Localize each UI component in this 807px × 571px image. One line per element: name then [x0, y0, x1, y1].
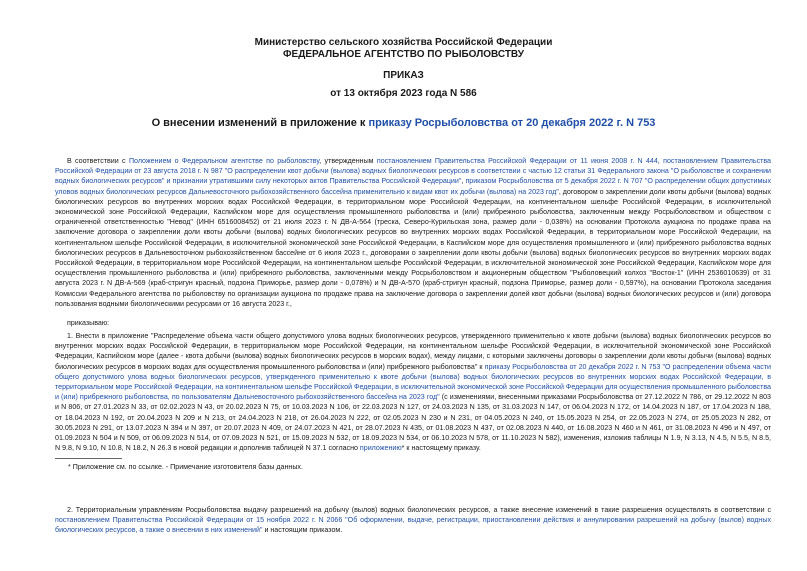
preamble-link-decree-987[interactable]: постановлением Правительства Российской Федерации от 23 августа 2018 г. N 987 "О распределении квот добычи (вылова) водных биологических ресурсов в соответствии с частью 12 статьи 31 Федерального закона "О рыболовстве и сохранении водных биологических ресурсов" и признании утратившими силу некоторых актов Правительства Российской Федерации" [55, 157, 772, 186]
agency-name: ФЕДЕРАЛЬНОЕ АГЕНТСТВО ПО РЫБОЛОВСТВУ [283, 49, 524, 60]
title-prefix: О внесении изменений в приложение к [151, 117, 369, 129]
document-date: от 13 октября 2023 года N 586 [330, 88, 477, 99]
preamble-link-regulation[interactable]: Положением о Федеральном агентстве по рыболовству [128, 157, 320, 165]
item-1-link-order-753[interactable]: приказу Росрыболовства от 20 декабря 2022 г. N 753 "О распределении объема части общего допустимого улова водных биологических ресурсов, утвержденного применительно к квоте добычи (вылова) водных биологических ресурсов во внутренних морских водах Российской Федерации, в территориальном море Российской Федерации, на континентальном шельфе Российской Федерации, в исключительной экономической зоне Российской Федерации для осуществления промышленного рыболовства и (или) прибрежного рыболовства, по пользователям Дальневосточного рыбохозяйственного бассейна на 2023 год" [55, 362, 771, 402]
item-2 [55, 505, 771, 536]
item-2-text-2: и настоящим приказом. [262, 526, 343, 535]
document-title [0, 117, 807, 129]
ministry-name: Министерство сельского хозяйства Российской Федерации [254, 37, 553, 48]
preamble [55, 156, 771, 309]
preamble-text-2: , утвержденным [319, 157, 377, 165]
footnote-divider [55, 458, 122, 459]
item-1 [55, 331, 771, 453]
preamble-text-4: , [461, 177, 466, 186]
item-1-link-appendix[interactable]: приложению [359, 444, 402, 453]
title-link[interactable]: приказу Росрыболовства от 20 декабря 2022 г. N 753 [368, 117, 656, 129]
item-1-text-2: (с изменениями, внесенными приказами Росрыболовства от 27.12.2022 N 786, от 29.12.2022 N 803 и N 806, от 27.01.2023 N 33, от 02.02.2023 N 43, от 20.02.2023 N 75, от 10.03.2023 N 106, от 22.03.2023 N 127, от 24.03.2023 N 135, от 31.03.2023 N 147, от 06.04.2023 N 172, от 14.04.2023 N 187, от 17.04.2023 N 188, от 18.04.2023 N 192, от 20.04.2023 N 209 и N 213, от 24.04.2023 N 218, от 26.04.2023 N 222, от 02.05.2023 N 230 и N 231, от 04.05.2023 N 240, от 15.05.2023 N 254, от 22.05.2023 N 274, от 25.05.2023 N 282, от 30.05.2023 N 291, от 13.07.2023 N 394 и N 397, от 20.07.2023 N 409, от 24.07.2023 N 421, от 28.07.2023 N 435, от 01.08.2023 N 437, от 02.08.2023 N 440, от 16.08.2023 N 460 и N 461, от 31.08.2023 N 496 и N 497, от 01.09.2023 N 504 и N 509, от 06.09.2023 N 514, от 07.09.2023 N 521, от 15.09.2023 N 532, от 18.09.2023 N 534, от 06.10.2023 N 578, от 11.10.2023 N 582), изменения, изложив таблицы N 1.9, N 3.13, N 4.5, N 5.5, N 8.5, N 9.8, N 9.10, N 10.8, N 18.2, N 26.3 в новой редакции и дополнив таблицей N 37.1 согласно [55, 393, 771, 453]
preamble-text-1: В соответствии с [67, 157, 129, 165]
item-2-text-1: 2. Территориальным управлениям Росрыболовства выдачу разрешений на добычу (вылов) водных биологических ресурсов, а также внесение изменений в такие разрешения осуществлять в соответствии с [67, 506, 771, 514]
preamble-link-order-707[interactable]: приказом Росрыболовства от 5 декабря 2022 г. N 707 "О распределении общих допустимых уловов водных биологических ресурсов Дальневосточного рыбохозяйственного бассейна применительно к видам квот их добычи (вылова) на 2023 год" [55, 177, 771, 196]
preamble-text-3: , [657, 157, 664, 165]
item-2-link-decree-2066[interactable]: постановлением Правительства Российской Федерации от 15 ноября 2022 г. N 2066 "Об оформлении, выдаче, регистрации, приостановлении действия и аннулировании разрешений на добычу (вылов) водных биологических ресурсов, а также о внесении в них изменений" [55, 516, 771, 535]
document-type: ПРИКАЗ [383, 70, 424, 81]
item-1-text-1: 1. Внести в приложение "Распределение объема части общего допустимого улова водных биологических ресурсов, утвержденного применительно к квоте добычи (вылова) водных биологических ресурсов во внутренних морских водах Российской Федерации, в территориальном море Российской Федерации, на континентальном шельфе Российской Федерации, в исключительной экономической зоне Российской Федерации, Каспийском море (далее - квота добычи (вылова) водных биологических ресурсов в морских водах), между лицами, с которыми заключены договоры о закреплении доли квоты добычи (вылова) водных биологических ресурсов в морских водах для осуществления промышленного рыболовства и (или) прибрежного рыболовства" к [55, 332, 771, 371]
preamble-text-5: , договором о закреплении доли квоты добычи (вылова) водных биологических ресурсов во внутренних морских водах Российской Федерации, в территориальном море Российской Федерации, на континентальном шельфе Российской Федерации, в исключительной экономической зоне Российской Федерации, Каспийском море для осуществления промышленного рыболовства и (или) прибрежного рыболовства, заключенным между Росрыболовством и обществом с ограниченной ответственностью "Невод" (ИНН 6516008452) от 21 июля 2023 г. N ДВ-А-564 (треска, Северо-Курильская зона, размер доли - 0,038%) на основании Протокола аукциона по продаже права на заключение договора о закреплении доли квоты добычи (вылова) водных биологических ресурсов во внутренних морских водах Российской Федерации, в территориальном море Российской Федерации, на континентальном шельфе Российской Федерации, в исключительной экономической зоне Российской Федерации, в Каспийском море для осуществления промышленного и (или) прибрежного рыболовства водных биологических ресурсов в Дальневосточном рыбохозяйственном бассейне от 6 июля 2023 г., договорами о закреплении доли квоты добычи (вылова) водных биологических ресурсов во внутренних морских водах Российской Федерации, в территориальном море Российской Федерации, на континентальном шельфе Российской Федерации, в исключительной экономической зоне Российской Федерации, Каспийском море для осуществления промышленного рыболовства и (или) прибрежного рыболовства, заключенными между Росрыболовством и акционерным обществом "Рыболовецкий колхоз "Восток-1" (ИНН 2536010639) от 31 августа 2023 г. N ДВ-А-569 (краб-стригун красный, подзона Приморье, размер доли - 0,078%) и N ДВ-А-570 (краб-стригун красный, подзона Приморье, размер доли - 0,597%), на основании Протокола заседания Комиссии Федерального агентства по рыболовству по организации аукциона по продаже права на заключение договора о закреплении долей квот добычи (вылова) водных биологических ресурсов и (или) договора пользования водными биологическими ресурсами от 16 августа 2023 г., [55, 187, 771, 308]
footnote: * Приложение см. по ссылке. - Примечание изготовителя базы данных. [68, 463, 303, 471]
preamble-link-decree-444[interactable]: постановлением Правительства Российской Федерации от 11 июня 2008 г. N 444 [376, 157, 658, 165]
item-1-text-3: * к настоящему приказу. [401, 444, 481, 453]
order-word: приказываю: [67, 319, 110, 327]
